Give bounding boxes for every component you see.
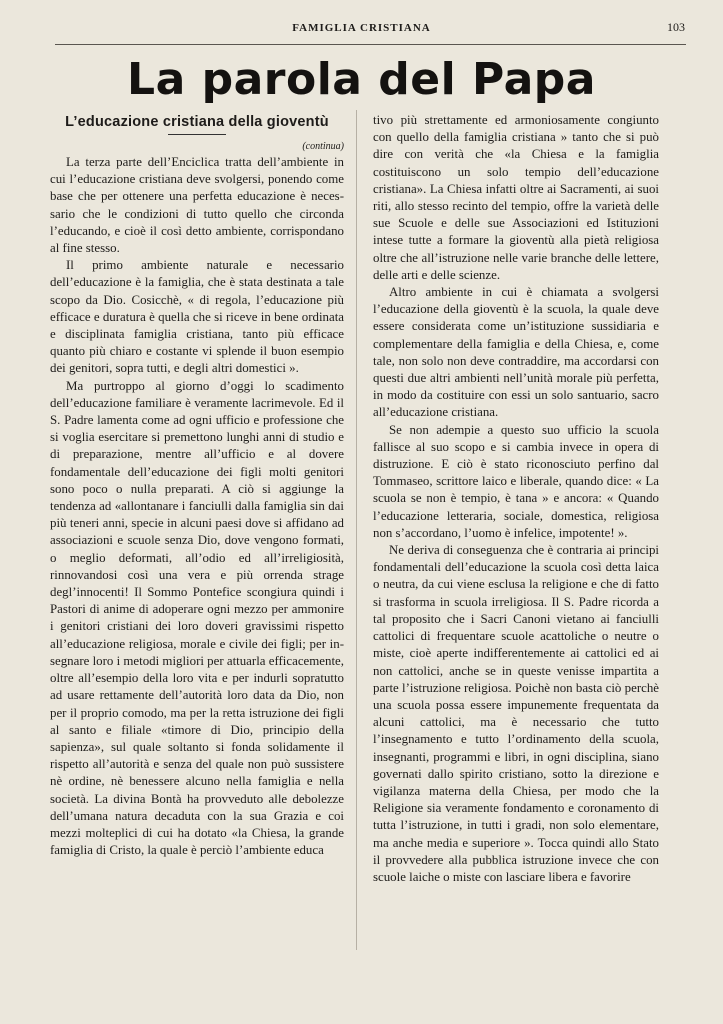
continued-note: (continua) — [302, 141, 344, 152]
paragraph: Il primo ambiente naturale e necessario dell’educazione è la famiglia, che è stata destinata a tale scopo da Dio. Cosicchè, « di regola, l’educazione più efficace e duratura è quella che si riceve in bene ordinata e disciplinata famiglia cristiana, tanto più efficace quanto più chiaro e costante vi splende il buon esempio dei genitori, sopra tutti, e degli altri domestici ». — [50, 258, 344, 376]
paragraph: Se non adempie a questo suo ufficio la scuola fallisce al suo scopo e si cambia invece in opera di distruzione. E ciò è stato riconosciuto perfino dal Tommaseo, scrittore laico e liberale, quando dice: « La scuola se non è tempio, è tana » e ancora: « Quando l’educazione letteraria, sociale, domestica, religiosa non s’accordano, l’uomo è infelice, impotente! ». — [373, 422, 659, 540]
paragraph: Ma purtroppo al giorno d’oggi lo scadimento dell’educazione familiare è veramente lacrimevole. Ed il S. Padre lamenta come ad ogni ufficio e professione che si voglia esercitare si premettono lunghi anni di studio e di preparazione, mentre all’ufficio e al dovere fondamentale dell’educazione dei figli molti genitori sono poco o nulla preparati. A ciò si aggiunge la tendenza ad «allontanare i fanciulli dalla famiglia sin dai più teneri anni, specie in alcuni paesi dove si affidano ad associazioni e scuole senza Dio, dove vengono formati, o meglio deformati, all’odio ed all’irreligiosità, rinnovandosi così una vera e più orrenda strage degl’innocenti! Il Sommo Pontefice scongiura quindi i Pastori di anime di adoperare ogni mezzo per ammonire i genitori cristiani dei loro doveri gravissimi rispetto all’educazione religiosa, morale e civile dei figli; per insegnare loro i metodi migliori per attuarla efficacemente, oltre all’esempio della loro vita e per indurli sopratutto ad usare rettamente dell’autorità loro data da Dio, non per il proprio comodo, ma per la retta istruzione dei figli al santo e filiale «timore di Dio, principio della sapienza», sul quale soltanto si fonda solidamente il rispetto all’autorità e senza del quale non può sussistere nè ordine, nè benessere alcuno nella famiglia e nella società. La divina Bontà ha provveduto alle debolezze dell’umana natura decaduta con la sua Grazia e coi mezzi molteplici di cui ha dotato «la Chiesa, la grande famiglia di Cristo, la quale è perciò l’ambiente educa — [50, 378, 344, 858]
left-column — [50, 112, 344, 859]
header-rule — [55, 44, 686, 45]
article-title: La parola del Papa — [127, 54, 596, 105]
paragraph: Ne deriva di conseguenza che è contraria ai principi fondamentali dell’educazione la scuola così detta laica o neutra, da cui viene esclusa la religione e che di fatto si trasforma in scuola irreligiosa. Il S. Padre ricorda a tal proposito che i Sacri Canoni vietano ai fanciulli cattolici di frequentare scuole acattoliche o neutre o miste, cioè aperte indifferentemente ai cattolici ed ai non cattolici, anche se in queste venisse impartita a parte l’istruzione religiosa. Poichè non basta ciò perchè una scuola possa essere impunemente frequentata da alcuni cattolici, ma è necessario che tutto l’insegnamento e tutto l’ordinamento della scuola, insegnanti, programmi e libri, in ogni disciplina, siano governati dallo spirito cristiano, sotto la direzione e vigilanza materna della Chiesa, per modo che la Religione sia veramente fondamento e coronamento di tutta l’istruzione, in tutti i gradi, non solo elementare, ma anche media e superiore ». Tocca quindi allo Stato il provvedere alla pubblica istruzione invece che con scuole laiche o miste con lasciare libera e favorire — [373, 543, 659, 884]
article-subtitle: L’educazione cristiana della gioventù — [65, 114, 329, 130]
right-column — [373, 112, 659, 886]
paragraph: tivo più strettamente ed armoniosamente congiunto con quello della famiglia cristiana » tanto che si può dire con verità che «la Chiesa e la famiglia costituiscono un solo tempio dell’educazione cristiana». La Chiesa infatti oltre ai Sacramenti, ai suoi riti, allo stesso recinto del tempio, offre la varietà delle sue Scuole e delle sue Associazioni ed Istituzioni intese tutte a formare la gioventù alla pietà religiosa oltre che all’istruzione nelle varie branche delle lettere, delle arti e delle scienze. — [373, 113, 659, 282]
subtitle-rule — [168, 134, 226, 135]
running-title: FAMIGLIA CRISTIANA — [292, 22, 431, 34]
paragraph: La terza parte dell’Enciclica tratta dell’ambiente in cui l’educazione cristiana deve svolgersi, ponendo come base che per ottenere una perfetta educazione è necessario che le condizioni di tutto quello che circonda l’educando, e cioè il così detto ambiente, corrispondano al fine stesso. — [50, 155, 344, 256]
page-number: 103 — [667, 20, 685, 34]
paragraph: Altro ambiente in cui è chiamata a svolgersi l’educazione della gioventù è la scuola, la quale deve essere considerata come un’istituzione sussidiaria e complementare della famiglia e della Chiesa, e, come tale, non solo non deve contraddire, ma accordarsi con questi due altri ambienti nell’unità morale più perfetta, in modo da costituire con essi un solo santuario, sacro all’educazione cristiana. — [373, 285, 659, 420]
column-divider — [356, 110, 357, 950]
